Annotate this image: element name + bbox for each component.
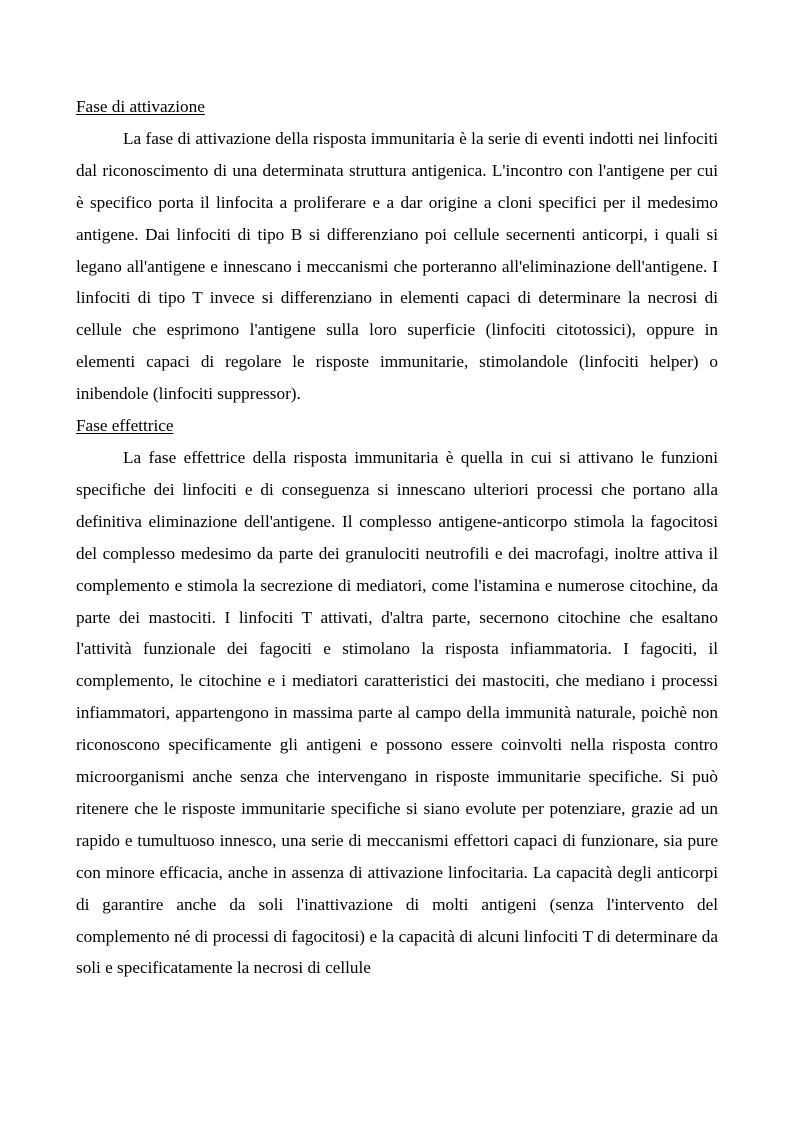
section-paragraph-effettrice: La fase effettrice della risposta immunitaria è quella in cui si attivano le funzioni specifiche dei linfociti e di conseguenza si innescano ulteriori processi che portano alla definitiva eliminazione dell'antigene. Il complesso antigene-anticorpo stimola la fagocitosi del complesso medesimo da parte dei granulociti neutrofili e dei macrofagi, inoltre attiva il complemento e stimola la secrezione di mediatori, come l'istamina e numerose citochine, da parte dei mastociti. I linfociti T attivati, d'altra parte, secernono citochine che esaltano l'attività funzionale dei fagociti e stimolano la risposta infiammatoria. I fagociti, il complemento, le citochine e i mediatori caratteristici dei mastociti, che mediano i processi infiammatori, appartengono in massima parte al campo della immunità naturale, poichè non riconoscono specificamente gli antigeni e possono essere coinvolti nella risposta contro microorganismi anche senza che intervengano in risposte immunitarie specifiche. Si può ritenere che le risposte immunitarie specifiche si siano evolute per potenziare, grazie ad un rapido e tumultuoso innesco, una serie di meccanismi effettori capaci di funzionare, sia pure con minore efficacia, anche in assenza di attivazione linfocitaria. La capacità degli anticorpi di garantire anche da soli l'inattivazione di molti antigeni (senza l'intervento del complemento né di processi di fagocitosi) e la capacità di alcuni linfociti T di determinare da soli e specificatamente la necrosi di cellule (76, 447, 718, 978)
section-heading-attivazione: Fase di attivazione (76, 97, 205, 116)
document-page (76, 91, 718, 984)
section-paragraph-attivazione: La fase di attivazione della risposta immunitaria è la serie di eventi indotti nei linfociti dal riconoscimento di una determinata struttura antigenica. L'incontro con l'antigene per cui è specifico porta il linfocita a proliferare e a dar origine a cloni specifici per il medesimo antigene. Dai linfociti di tipo B si differenziano poi cellule secernenti anticorpi, i quali si legano all'antigene e innescano i meccanismi che porteranno all'eliminazione dell'antigene. I linfociti di tipo T invece si differenziano in elementi capaci di determinare la necrosi di cellule che esprimono l'antigene sulla loro superficie (linfociti citotossici), oppure in elementi capaci di regolare le risposte immunitarie, stimolandole (linfociti helper) o inibendole (linfociti suppressor). (76, 128, 718, 404)
section-heading-effettrice: Fase effettrice (76, 416, 174, 436)
